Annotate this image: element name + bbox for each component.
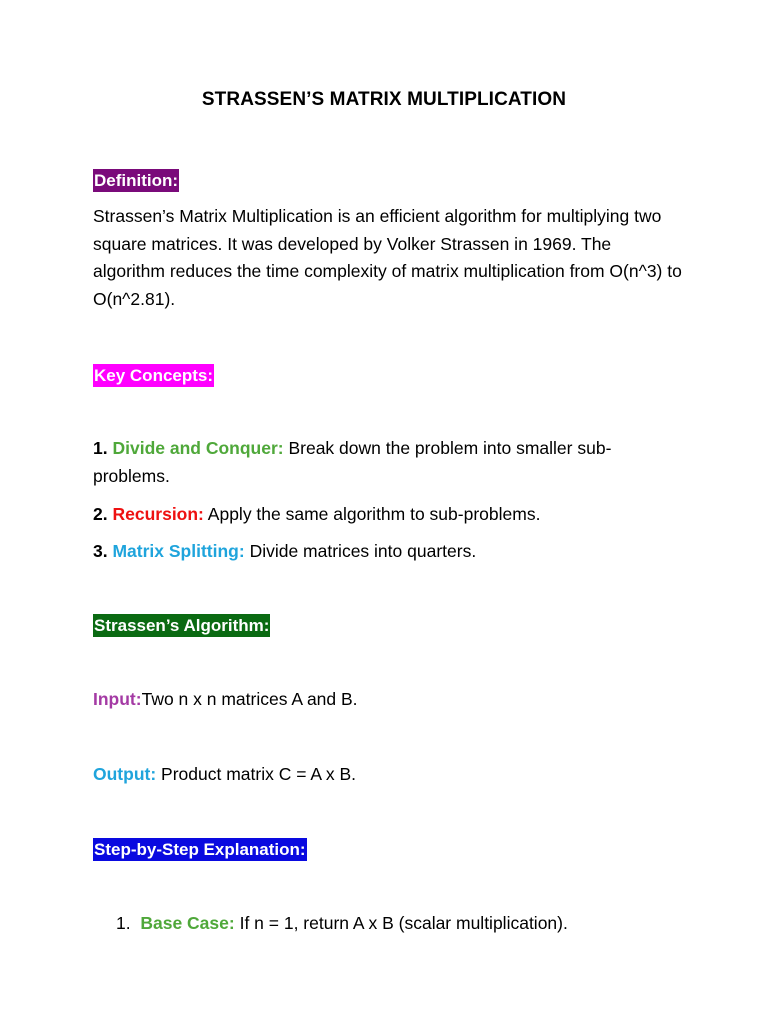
definition-heading: Definition: (94, 171, 179, 190)
algorithm-output (93, 761, 356, 789)
algorithm-heading: Strassen’s Algorithm: (94, 616, 270, 635)
term-recursion: Recursion: (112, 504, 204, 524)
term-matrix-splitting: Matrix Splitting: (112, 541, 245, 561)
output-text: Product matrix C = A x B. (156, 764, 357, 784)
key-concept-item-2 (93, 501, 540, 529)
page-title: STRASSEN’S MATRIX MULTIPLICATION (201, 89, 567, 110)
key-concepts-heading: Key Concepts: (94, 366, 214, 385)
steps-heading: Step-by-Step Explanation: (94, 840, 306, 859)
step-number: 1. (116, 913, 131, 933)
step-text: If n = 1, return A x B (scalar multiplication). (234, 913, 568, 933)
input-label: Input: (93, 689, 142, 709)
key-concept-item-1 (93, 435, 653, 490)
output-label: Output: (93, 764, 157, 784)
definition-text: Strassen’s Matrix Multiplication is an efficient algorithm for multiplying two square matrices. It was developed by Volker Strassen in 1969. The algorithm reduces the time complexity of matrix multiplication from O(n^3) to O(n^2.81). (93, 206, 682, 310)
step-item-1 (116, 910, 568, 938)
input-text: Two n x n matrices A and B. (141, 689, 358, 709)
item-number: 3. (93, 541, 108, 561)
item-text: Break down the problem into smaller sub-problems. (93, 438, 612, 486)
algorithm-input (93, 686, 358, 714)
term-divide-and-conquer: Divide and Conquer: (112, 438, 284, 458)
item-text: Apply the same algorithm to sub-problems. (203, 504, 541, 524)
key-concept-item-3 (93, 538, 476, 566)
item-number: 2. (93, 504, 108, 524)
item-text: Divide matrices into quarters. (244, 541, 477, 561)
term-base-case: Base Case: (140, 913, 235, 933)
item-number: 1. (93, 438, 108, 458)
